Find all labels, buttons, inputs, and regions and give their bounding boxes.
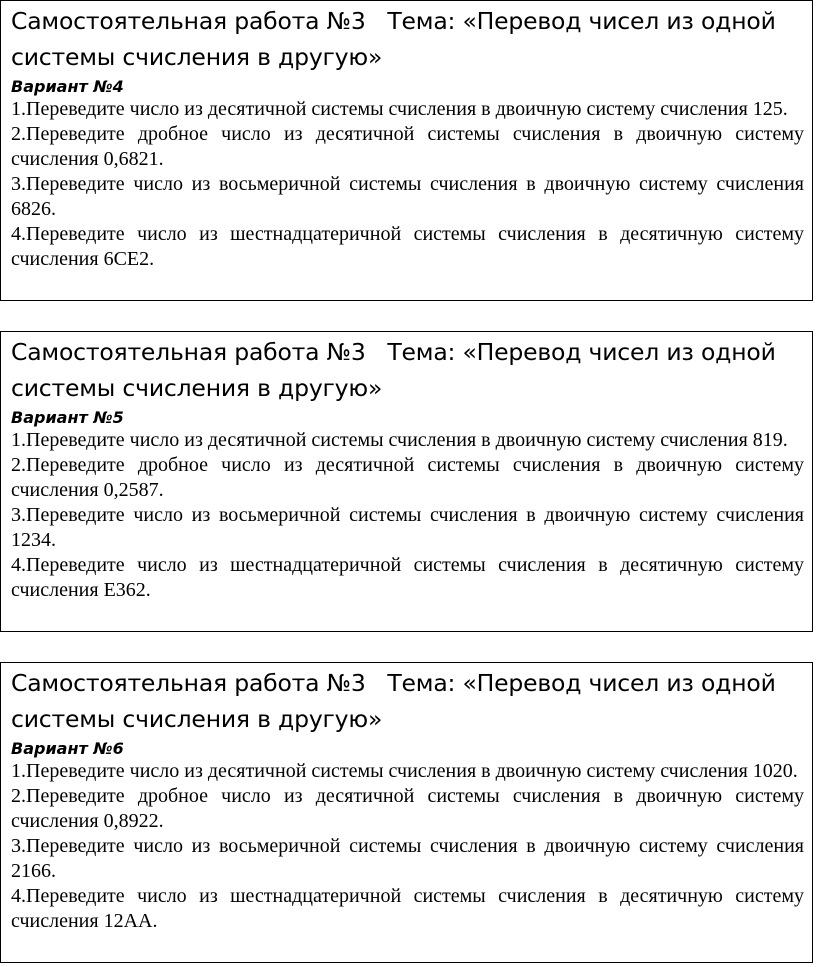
assignment-card-variant-5 xyxy=(0,331,813,632)
card-title: Самостоятельная работа №3 Тема: «Перевод чисел из одной системы счисления в другую» xyxy=(11,7,783,71)
task-item: 3.Переведите число из восьмеричной системы счисления в двоичную систему счисления 1234. xyxy=(11,504,804,551)
assignment-card-variant-6 xyxy=(0,662,813,963)
card-title: Самостоятельная работа №3 Тема: «Перевод чисел из одной системы счисления в другую» xyxy=(11,669,783,733)
task-item: 4.Переведите число из шестнадцатеричной системы счисления в десятичную систему счисления 12AA. xyxy=(11,885,804,932)
variant-label: Вариант №5 xyxy=(11,408,124,427)
card-title: Самостоятельная работа №3 Тема: «Перевод чисел из одной системы счисления в другую» xyxy=(11,338,783,402)
assignment-card-variant-4 xyxy=(0,0,813,301)
task-item: 2.Переведите дробное число из десятичной системы счисления в двоичную систему счисления 0,2587. xyxy=(11,454,804,501)
task-item: 3.Переведите число из восьмеричной системы счисления в двоичную систему счисления 6826. xyxy=(11,173,804,220)
task-item: 1.Переведите число из десятичной системы счисления в двоичную систему счисления 125. xyxy=(11,98,788,120)
task-item: 3.Переведите число из восьмеричной системы счисления в двоичную систему счисления 2166. xyxy=(11,835,804,882)
task-item: 4.Переведите число из шестнадцатеричной системы счисления в десятичную систему счисления 6CE2. xyxy=(11,223,804,270)
task-item: 1.Переведите число из десятичной системы счисления в двоичную систему счисления 1020. xyxy=(11,760,798,782)
task-item: 4.Переведите число из шестнадцатеричной системы счисления в десятичную систему счисления E362. xyxy=(11,554,804,601)
task-item: 2.Переведите дробное число из десятичной системы счисления в двоичную систему счисления 0,8922. xyxy=(11,785,804,832)
task-item: 2.Переведите дробное число из десятичной системы счисления в двоичную систему счисления 0,6821. xyxy=(11,123,804,170)
variant-label: Вариант №6 xyxy=(11,739,124,758)
task-item: 1.Переведите число из десятичной системы счисления в двоичную систему счисления 819. xyxy=(11,429,788,451)
variant-label: Вариант №4 xyxy=(11,77,124,96)
